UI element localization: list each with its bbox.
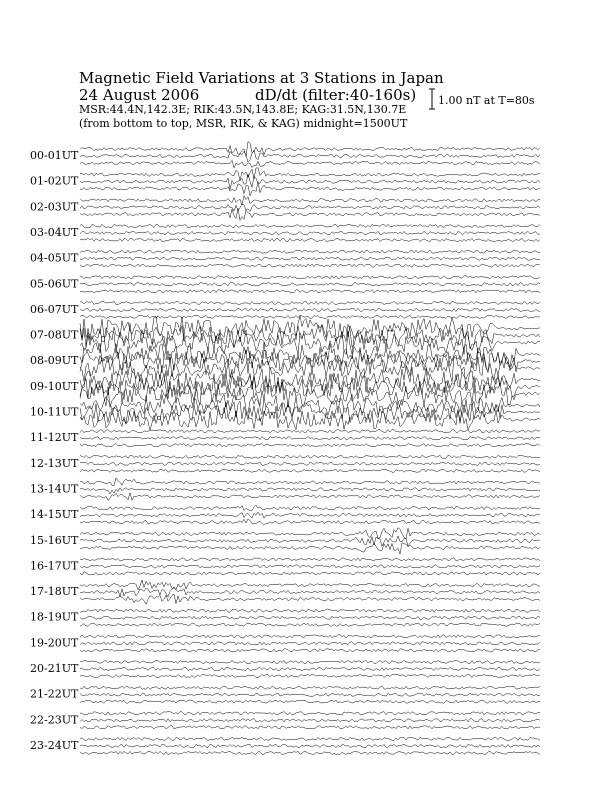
trace-msr: [80, 594, 540, 604]
hour-label: 09-10UT: [30, 379, 79, 393]
station-coordinates: MSR:44.4N,142.3E; RIK:43.5N,143.8E; KAG:31.5N,130.7E: [79, 103, 407, 116]
trace-rik: [80, 231, 540, 234]
trace-rik: [80, 512, 540, 518]
hour-label: 18-19UT: [30, 610, 79, 624]
trace-kag: [80, 686, 540, 689]
hour-label: 20-21UT: [30, 662, 79, 675]
hour-label: 11-12UT: [30, 431, 79, 445]
hour-label: 13-14UT: [30, 482, 79, 496]
trace-rik: [80, 308, 540, 311]
hour-label: 02-03UT: [30, 200, 79, 214]
hour-label: 00-01UT: [30, 149, 79, 162]
trace-msr: [80, 649, 540, 652]
trace-msr: [80, 572, 540, 575]
trace-rik: [80, 587, 540, 597]
trace-msr: [80, 751, 540, 754]
trace-kag: [80, 505, 540, 510]
hour-label: 14-15UT: [30, 508, 79, 522]
hour-label: 21-22UT: [30, 687, 79, 701]
trace-kag: [80, 250, 540, 253]
trace-rik: [80, 323, 540, 349]
trace-msr: [80, 315, 540, 318]
trace-kag: [80, 609, 540, 612]
hour-label: 10-11UT: [30, 405, 79, 419]
trace-msr: [80, 209, 540, 221]
hour-label: 08-09UT: [30, 354, 79, 368]
station-order-note: (from bottom to top, MSR, RIK, & KAG) midnight=1500UT: [79, 117, 408, 130]
trace-kag: [80, 455, 540, 458]
trace-kag: [80, 635, 540, 638]
trace-kag: [80, 301, 540, 304]
chart-date: 24 August 2006: [79, 86, 200, 104]
trace-msr: [80, 674, 540, 677]
trace-msr: [80, 469, 540, 472]
trace-kag: [80, 528, 540, 539]
trace-msr: [80, 264, 540, 267]
trace-rik: [80, 693, 540, 696]
trace-rik: [80, 462, 540, 465]
trace-kag: [80, 580, 540, 590]
hour-label: 06-07UT: [30, 302, 79, 316]
trace-msr: [80, 493, 540, 501]
hour-label: 12-13UT: [30, 456, 79, 470]
trace-kag: [80, 478, 540, 486]
hour-label: 03-04UT: [30, 225, 79, 239]
trace-msr: [80, 700, 540, 703]
trace-kag: [80, 430, 540, 433]
trace-kag: [80, 224, 540, 227]
trace-kag: [80, 142, 540, 157]
trace-rik: [80, 642, 540, 645]
trace-msr: [80, 519, 540, 525]
trace-kag: [80, 737, 540, 740]
trace-kag: [80, 660, 540, 663]
trace-msr: [80, 182, 540, 196]
trace-kag: [80, 316, 540, 342]
trace-rik: [80, 257, 540, 260]
trace-kag: [80, 196, 540, 206]
trace-msr: [80, 444, 540, 447]
trace-rik: [80, 667, 540, 670]
trace-msr: [80, 238, 540, 241]
chart-title: Magnetic Field Variations at 3 Stations in Japan: [79, 69, 444, 87]
trace-rik: [80, 150, 540, 162]
trace-kag: [80, 558, 540, 561]
hour-label: 04-05UT: [30, 251, 79, 265]
trace-rik: [80, 488, 540, 494]
trace-rik: [80, 437, 540, 440]
chart-filter: dD/dt (filter:40-160s): [255, 86, 417, 104]
trace-msr: [80, 726, 540, 729]
trace-rik: [80, 744, 540, 747]
trace-msr: [80, 381, 540, 407]
hour-label: 16-17UT: [30, 559, 79, 573]
trace-rik: [80, 283, 540, 286]
hour-label: 17-18UT: [30, 585, 79, 599]
hour-label: 15-16UT: [30, 533, 79, 547]
trace-rik: [80, 616, 540, 619]
trace-rik: [80, 204, 540, 211]
trace-msr: [80, 290, 540, 293]
hour-label: 23-24UT: [30, 738, 79, 752]
hour-label: 19-20UT: [30, 636, 79, 650]
trace-kag: [80, 276, 540, 279]
trace-kag: [80, 712, 540, 715]
hour-label: 01-02UT: [30, 174, 79, 188]
hour-label: 07-08UT: [30, 328, 79, 342]
trace-rik: [80, 565, 540, 568]
hour-label: 22-23UT: [30, 713, 79, 727]
trace-kag: [80, 168, 540, 181]
trace-rik: [80, 719, 540, 722]
trace-msr: [80, 623, 540, 626]
trace-msr: [80, 543, 540, 554]
hour-label: 05-06UT: [30, 277, 79, 291]
scale-label: 1.00 nT at T=80s: [438, 94, 535, 107]
trace-rik: [80, 536, 540, 546]
trace-msr: [80, 160, 540, 167]
